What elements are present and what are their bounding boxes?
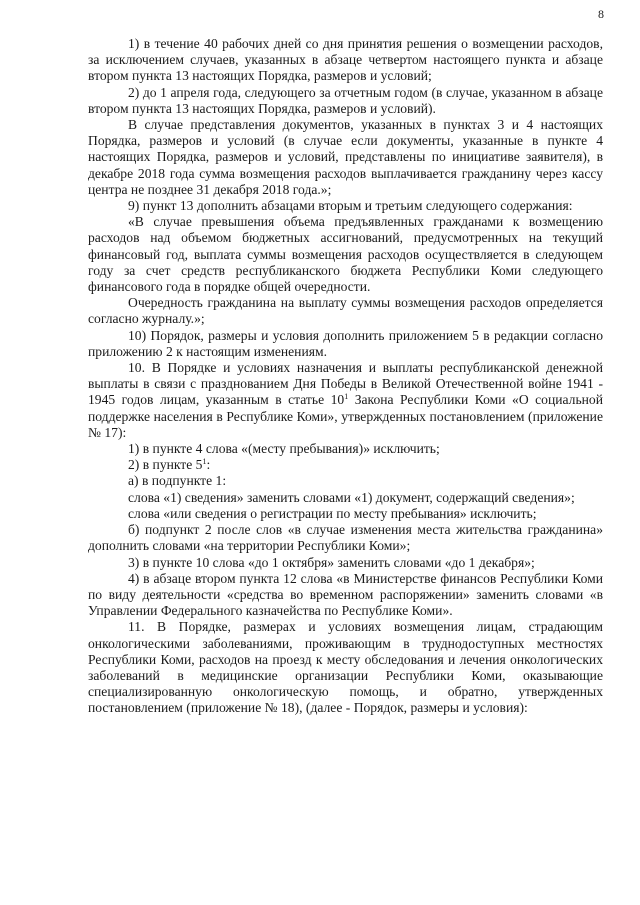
paragraph-sub-4: 4) в абзаце втором пункта 12 слова «в Министерстве финансов Республики Коми по виду деятельности «средства во временном распоряжении» заменить словами «в Управлении Федерального казначейства по Республике Коми». [88,570,603,619]
paragraph-queue: Очередность гражданина на выплату суммы возмещения расходов определяется согласно журналу.»; [88,295,603,327]
article-superscript: 1 [344,392,349,402]
paragraph-sub-b: б) подпункт 2 после слов «в случае изменения места жительства гражданина» дополнить словами «на территории Республики Коми»; [88,522,603,554]
paragraph-sub-1: 1) в пункте 4 слова «(месту пребывания)» исключить; [128,441,440,457]
sub-2-text: 2) в пункте 5 [128,457,203,473]
paragraph-section-10 [88,360,603,441]
page-number: 8 [598,7,604,21]
sub-2-tail: : [206,457,211,473]
paragraph-words-replace: слова «1) сведения» заменить словами «1) документ, содержащий сведения»; [128,489,575,505]
paragraph-item-1: 1) в течение 40 рабочих дней со дня принятия решения о возмещении расходов, за исключением случаев, указанных в абзаце четвертом настоящего пункта и абзаце втором пункта 13 настоящих Порядка, размеров и условий; [88,36,603,84]
paragraph-words-remove: слова «или сведения о регистрации по месту пребывания» исключить; [128,505,537,521]
paragraph-deadline-2018: В случае представления документов, указанных в пунктах 3 и 4 настоящих Порядка, размеров и условий (в случае если документы, указанные в пункте 4 настоящих Порядка, размеров и условий, представлены по инициативе заявителя), в декабре 2018 года сумма возмещения расходов выплачивается гражданину через кассу центра не позднее 31 декабря 2018 года.»; [88,117,603,197]
document-body [88,36,603,717]
paragraph-amendment-9: 9) пункт 13 дополнить абзацами вторым и третьим следующего содержания: [128,198,573,214]
section-10-text: 10. В Порядке и условиях назначения и выплаты республиканской денежной выплаты в связи с празднованием Дня Победы в Великой Отечественной войне 1941 - 1945 годов лицам, указанным в статье 10 [88,360,603,408]
paragraph-amendment-10: 10) Порядок, размеры и условия дополнить приложением 5 в редакции согласно приложению 2 к настоящим изменениям. [88,327,603,359]
section-10-tail: Закона Республики Коми «О социальной поддержке населения в Республике Коми», утвержденных постановлением (приложение № 17): [88,392,603,440]
clause-superscript: 1 [202,457,207,467]
paragraph-section-11: 11. В Порядке, размерах и условиях возмещения лицам, страдающим онкологическими заболеваниями, проживающим в труднодоступных местностях Республики Коми, расходов на проезд к месту обследования и лечения онкологических заболеваний в медицинские организации Республики Коми, оказывающие специализированную онкологическую помощь, и обратно, утвержденных постановлением (приложение № 18), (далее - Порядок, размеры и условия): [88,619,603,716]
paragraph-sub-3: 3) в пункте 10 слова «до 1 октября» заменить словами «до 1 декабря»; [128,554,535,570]
paragraph-item-2: 2) до 1 апреля года, следующего за отчетным годом (в случае, указанном в абзаце втором пункта 13 настоящих Порядка, размеров и условий). [88,84,603,116]
paragraph-sub-a: а) в подпункте 1: [128,473,227,489]
paragraph-sub-2 [88,457,603,473]
paragraph-quote-budget: «В случае превышения объема предъявленных гражданами к возмещению расходов над объемом бюджетных ассигнований, предусмотренных на текущий финансовый год, выплата суммы возмещения расходов осуществляется в следующем году за счет средств республиканского бюджета Республики Коми следующего финансового года в порядке общей очередности. [88,214,603,295]
